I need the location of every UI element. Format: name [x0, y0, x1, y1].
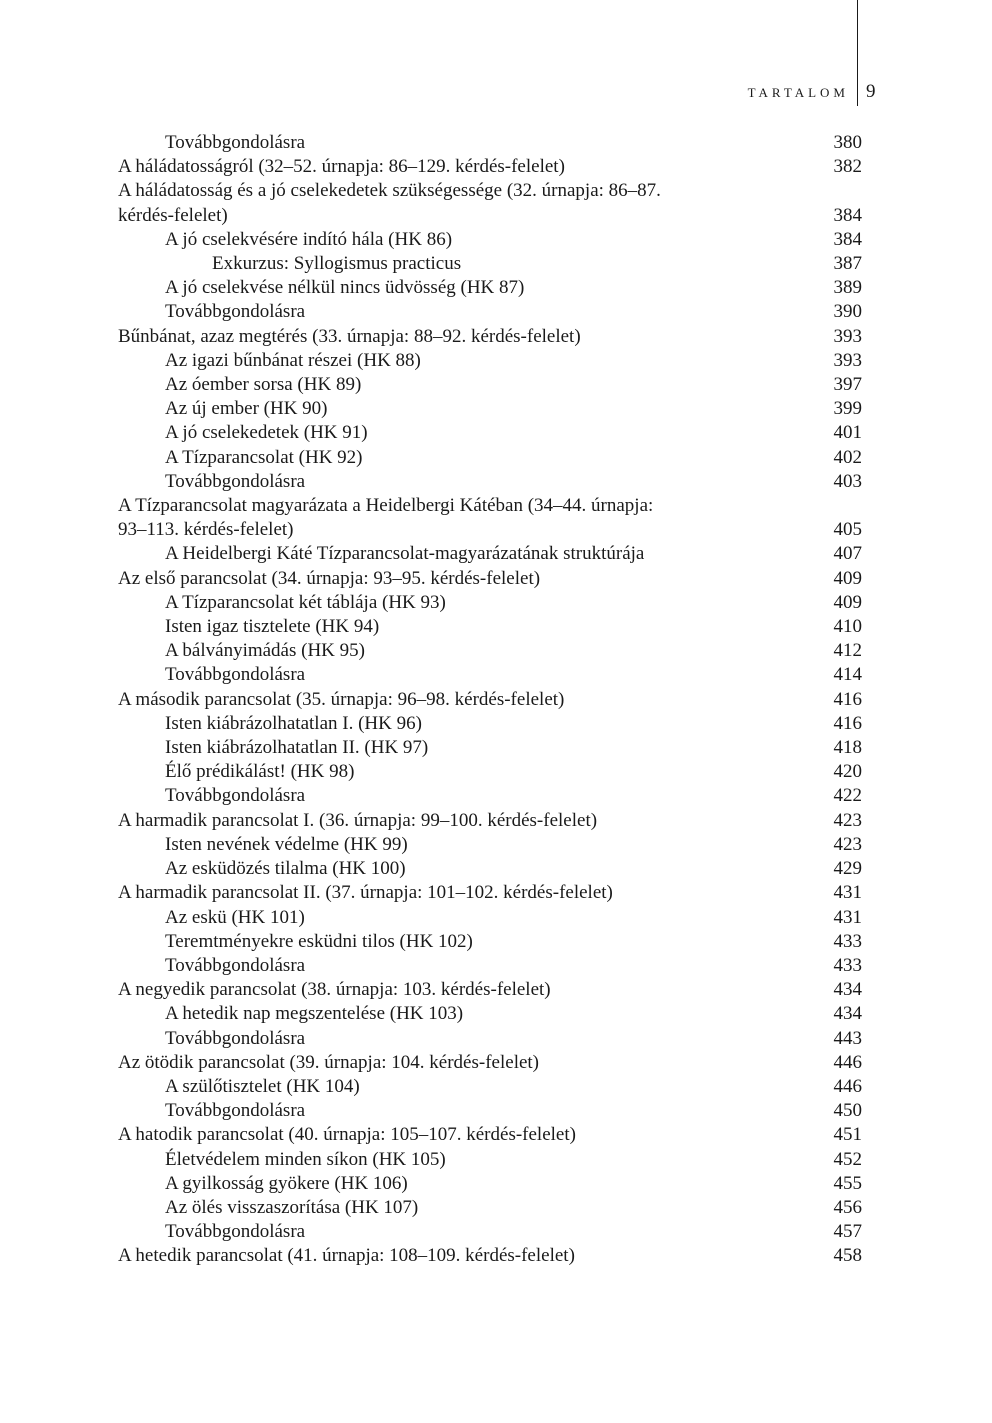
toc-entry-page: 420 — [833, 761, 862, 783]
toc-entry-title: Isten nevének védelme (HK 99) — [165, 833, 408, 855]
toc-entry — [118, 131, 862, 155]
toc-entry-title-line: 93–113. kérdés-felelet) — [118, 519, 294, 541]
toc-entry-page: 450 — [833, 1100, 862, 1122]
toc-entry-title: Továbbgondolásra — [165, 954, 306, 976]
toc-entry — [118, 639, 862, 663]
toc-entry-title: Életvédelem minden síkon (HK 105) — [165, 1148, 446, 1170]
toc-entry-title: A szülőtisztelet (HK 104) — [165, 1075, 360, 1097]
toc-entry — [118, 1002, 862, 1026]
toc-entry-title: Továbbgondolásra — [165, 1221, 306, 1243]
toc-entry-title-line: kérdés-felelet) — [118, 204, 228, 226]
toc-entry — [118, 494, 862, 542]
toc-entry-title: Isten igaz tisztelete (HK 94) — [165, 616, 380, 638]
toc-entry-title: Továbbgondolásra — [165, 301, 306, 323]
toc-entry-page: 455 — [833, 1172, 862, 1194]
toc-entry — [118, 252, 862, 276]
toc-entry-title: A háládatosságról (32–52. úrnapja: 86–129. kérdés-felelet) — [118, 156, 565, 178]
toc-entry-title: Az ötödik parancsolat (39. úrnapja: 104. kérdés-felelet) — [118, 1051, 540, 1073]
toc-entry-title: A második parancsolat (35. úrnapja: 96–98. kérdés-felelet) — [118, 688, 565, 710]
header-vertical-rule — [857, 0, 858, 106]
toc-entry — [118, 542, 862, 566]
toc-entry-page: 443 — [833, 1027, 862, 1049]
toc-entry — [118, 567, 862, 591]
toc-entry-title: A jó cselekvése nélkül nincs üdvösség (HK 87) — [165, 277, 525, 299]
toc-entry-page: 434 — [833, 1003, 862, 1025]
toc-entry — [118, 1244, 862, 1268]
toc-entry-page: 431 — [833, 882, 862, 904]
toc-entry — [118, 155, 862, 179]
toc-entry-page: 405 — [833, 519, 862, 541]
toc-entry-page: 423 — [833, 833, 862, 855]
toc-entry-title: Továbbgondolásra — [165, 1027, 306, 1049]
toc-entry-page: 410 — [833, 616, 862, 638]
toc-entry-title: Továbbgondolásra — [165, 664, 306, 686]
toc-entry — [118, 930, 862, 954]
toc-entry — [118, 1220, 862, 1244]
running-head: TARTALOM — [747, 85, 849, 100]
toc-entry — [118, 179, 862, 227]
toc-entry — [118, 373, 862, 397]
toc-entry — [118, 736, 862, 760]
toc-entry-page: 446 — [833, 1051, 862, 1073]
toc-entry-title: A Tízparancsolat (HK 92) — [165, 446, 363, 468]
toc-entry-page: 380 — [833, 132, 862, 153]
toc-entry-page: 458 — [833, 1245, 862, 1267]
toc-entry-page: 423 — [833, 809, 862, 831]
toc-entry-title: A bálványimádás (HK 95) — [165, 640, 365, 662]
toc-entry-page: 429 — [833, 858, 862, 880]
toc-entry-page: 399 — [833, 398, 862, 420]
page-number: 9 — [866, 81, 876, 102]
toc-entry-title: Élő prédikálást! (HK 98) — [165, 761, 355, 783]
toc-entry-title: A Heidelbergi Káté Tízparancsolat-magyarázatának struktúrája — [165, 543, 645, 565]
toc-entry-page: 407 — [833, 543, 862, 565]
toc-entry — [118, 881, 862, 905]
toc-entry-page: 384 — [833, 204, 862, 226]
table-of-contents — [118, 131, 862, 1269]
toc-entry-page: 433 — [833, 930, 862, 952]
toc-entry-page: 422 — [833, 785, 862, 807]
toc-entry-title: A hetedik nap megszentelése (HK 103) — [165, 1003, 464, 1025]
toc-entry-title: Az eskü (HK 101) — [165, 906, 305, 928]
toc-entry — [118, 276, 862, 300]
toc-entry-title-line: A Tízparancsolat magyarázata a Heidelbergi Kátéban (34–44. úrnapja: — [118, 495, 654, 517]
toc-entry-title: A harmadik parancsolat II. (37. úrnapja: 101–102. kérdés-felelet) — [118, 882, 613, 904]
toc-entry-title: Az első parancsolat (34. úrnapja: 93–95. kérdés-felelet) — [118, 567, 541, 589]
toc-entry-title: Továbbgondolásra — [165, 785, 306, 807]
toc-entry-title: Exkurzus: Syllogismus practicus — [212, 253, 462, 275]
toc-entry-title: Továbbgondolásra — [165, 1100, 306, 1122]
toc-entry-title: A Tízparancsolat két táblája (HK 93) — [165, 591, 446, 613]
toc-entry — [118, 1027, 862, 1051]
toc-entry-page: 416 — [833, 688, 862, 710]
toc-entry — [118, 470, 862, 494]
toc-entry-title — [118, 179, 792, 227]
toc-entry — [118, 1051, 862, 1075]
toc-entry-title: Az ölés visszaszorítása (HK 107) — [165, 1196, 419, 1218]
toc-entry-page: 390 — [833, 301, 862, 323]
toc-entry-page: 409 — [833, 591, 862, 613]
toc-entry-title: Az új ember (HK 90) — [165, 398, 328, 420]
toc-entry — [118, 1148, 862, 1172]
toc-entry-page: 434 — [833, 979, 862, 1001]
toc-entry-title: A hatodik parancsolat (40. úrnapja: 105–107. kérdés-felelet) — [118, 1124, 576, 1146]
toc-entry-page: 418 — [833, 737, 862, 759]
toc-entry-page: 446 — [833, 1075, 862, 1097]
toc-entry-page: 409 — [833, 567, 862, 589]
toc-entry-page: 452 — [833, 1148, 862, 1170]
toc-entry-title: Továbbgondolásra — [165, 132, 306, 153]
toc-entry — [118, 833, 862, 857]
toc-entry-title: Az esküdözés tilalma (HK 100) — [165, 858, 406, 880]
toc-entry — [118, 1099, 862, 1123]
toc-entry-page: 412 — [833, 640, 862, 662]
toc-entry — [118, 784, 862, 808]
toc-entry-page: 416 — [833, 712, 862, 734]
toc-entry-page: 456 — [833, 1196, 862, 1218]
toc-entry-page: 433 — [833, 954, 862, 976]
toc-entry-title: Isten kiábrázolhatatlan I. (HK 96) — [165, 712, 422, 734]
toc-entry — [118, 809, 862, 833]
toc-entry-page: 457 — [833, 1221, 862, 1243]
toc-entry — [118, 446, 862, 470]
toc-entry — [118, 857, 862, 881]
toc-entry-page: 401 — [833, 422, 862, 444]
toc-entry-title: A hetedik parancsolat (41. úrnapja: 108–109. kérdés-felelet) — [118, 1245, 575, 1267]
toc-entry — [118, 663, 862, 687]
toc-entry-page: 387 — [833, 253, 862, 275]
toc-entry-title: Az óember sorsa (HK 89) — [165, 374, 362, 396]
toc-entry-title: A gyilkosság gyökere (HK 106) — [165, 1172, 408, 1194]
toc-entry-title-line: A háládatosság és a jó cselekedetek szükségessége (32. úrnapja: 86–87. — [118, 180, 661, 202]
toc-entry — [118, 1172, 862, 1196]
toc-entry — [118, 978, 862, 1002]
toc-entry-page: 402 — [833, 446, 862, 468]
toc-entry-title: Bűnbánat, azaz megtérés (33. úrnapja: 88–92. kérdés-felelet) — [118, 325, 581, 347]
toc-entry-page: 403 — [833, 470, 862, 492]
toc-entry-title: A harmadik parancsolat I. (36. úrnapja: 99–100. kérdés-felelet) — [118, 809, 598, 831]
toc-entry — [118, 906, 862, 930]
toc-entry — [118, 349, 862, 373]
toc-entry — [118, 325, 862, 349]
toc-entry-title: A jó cselekvésére indító hála (HK 86) — [165, 228, 453, 250]
toc-entry-title: Isten kiábrázolhatatlan II. (HK 97) — [165, 737, 429, 759]
toc-entry — [118, 300, 862, 324]
toc-entry-page: 389 — [833, 277, 862, 299]
toc-entry-page: 393 — [833, 349, 862, 371]
toc-entry — [118, 1123, 862, 1147]
toc-entry-title: A jó cselekedetek (HK 91) — [165, 422, 368, 444]
toc-entry — [118, 397, 862, 421]
toc-entry-title: A negyedik parancsolat (38. úrnapja: 103. kérdés-felelet) — [118, 979, 551, 1001]
toc-entry — [118, 760, 862, 784]
toc-entry-title: Továbbgondolásra — [165, 470, 306, 492]
toc-entry-page: 382 — [833, 156, 862, 178]
toc-entry-title — [118, 494, 792, 542]
toc-entry — [118, 688, 862, 712]
toc-entry-title: Az igazi bűnbánat részei (HK 88) — [165, 349, 421, 371]
toc-entry — [118, 1196, 862, 1220]
toc-entry — [118, 615, 862, 639]
toc-entry — [118, 591, 862, 615]
toc-entry — [118, 712, 862, 736]
toc-entry-page: 451 — [833, 1124, 862, 1146]
toc-entry — [118, 954, 862, 978]
toc-entry-page: 431 — [833, 906, 862, 928]
toc-entry-page: 397 — [833, 374, 862, 396]
toc-entry-page: 414 — [833, 664, 862, 686]
toc-entry — [118, 1075, 862, 1099]
toc-entry — [118, 228, 862, 252]
toc-entry-page: 393 — [833, 325, 862, 347]
toc-entry-title: Teremtményekre esküdni tilos (HK 102) — [165, 930, 473, 952]
toc-entry-page: 384 — [833, 228, 862, 250]
toc-entry — [118, 421, 862, 445]
